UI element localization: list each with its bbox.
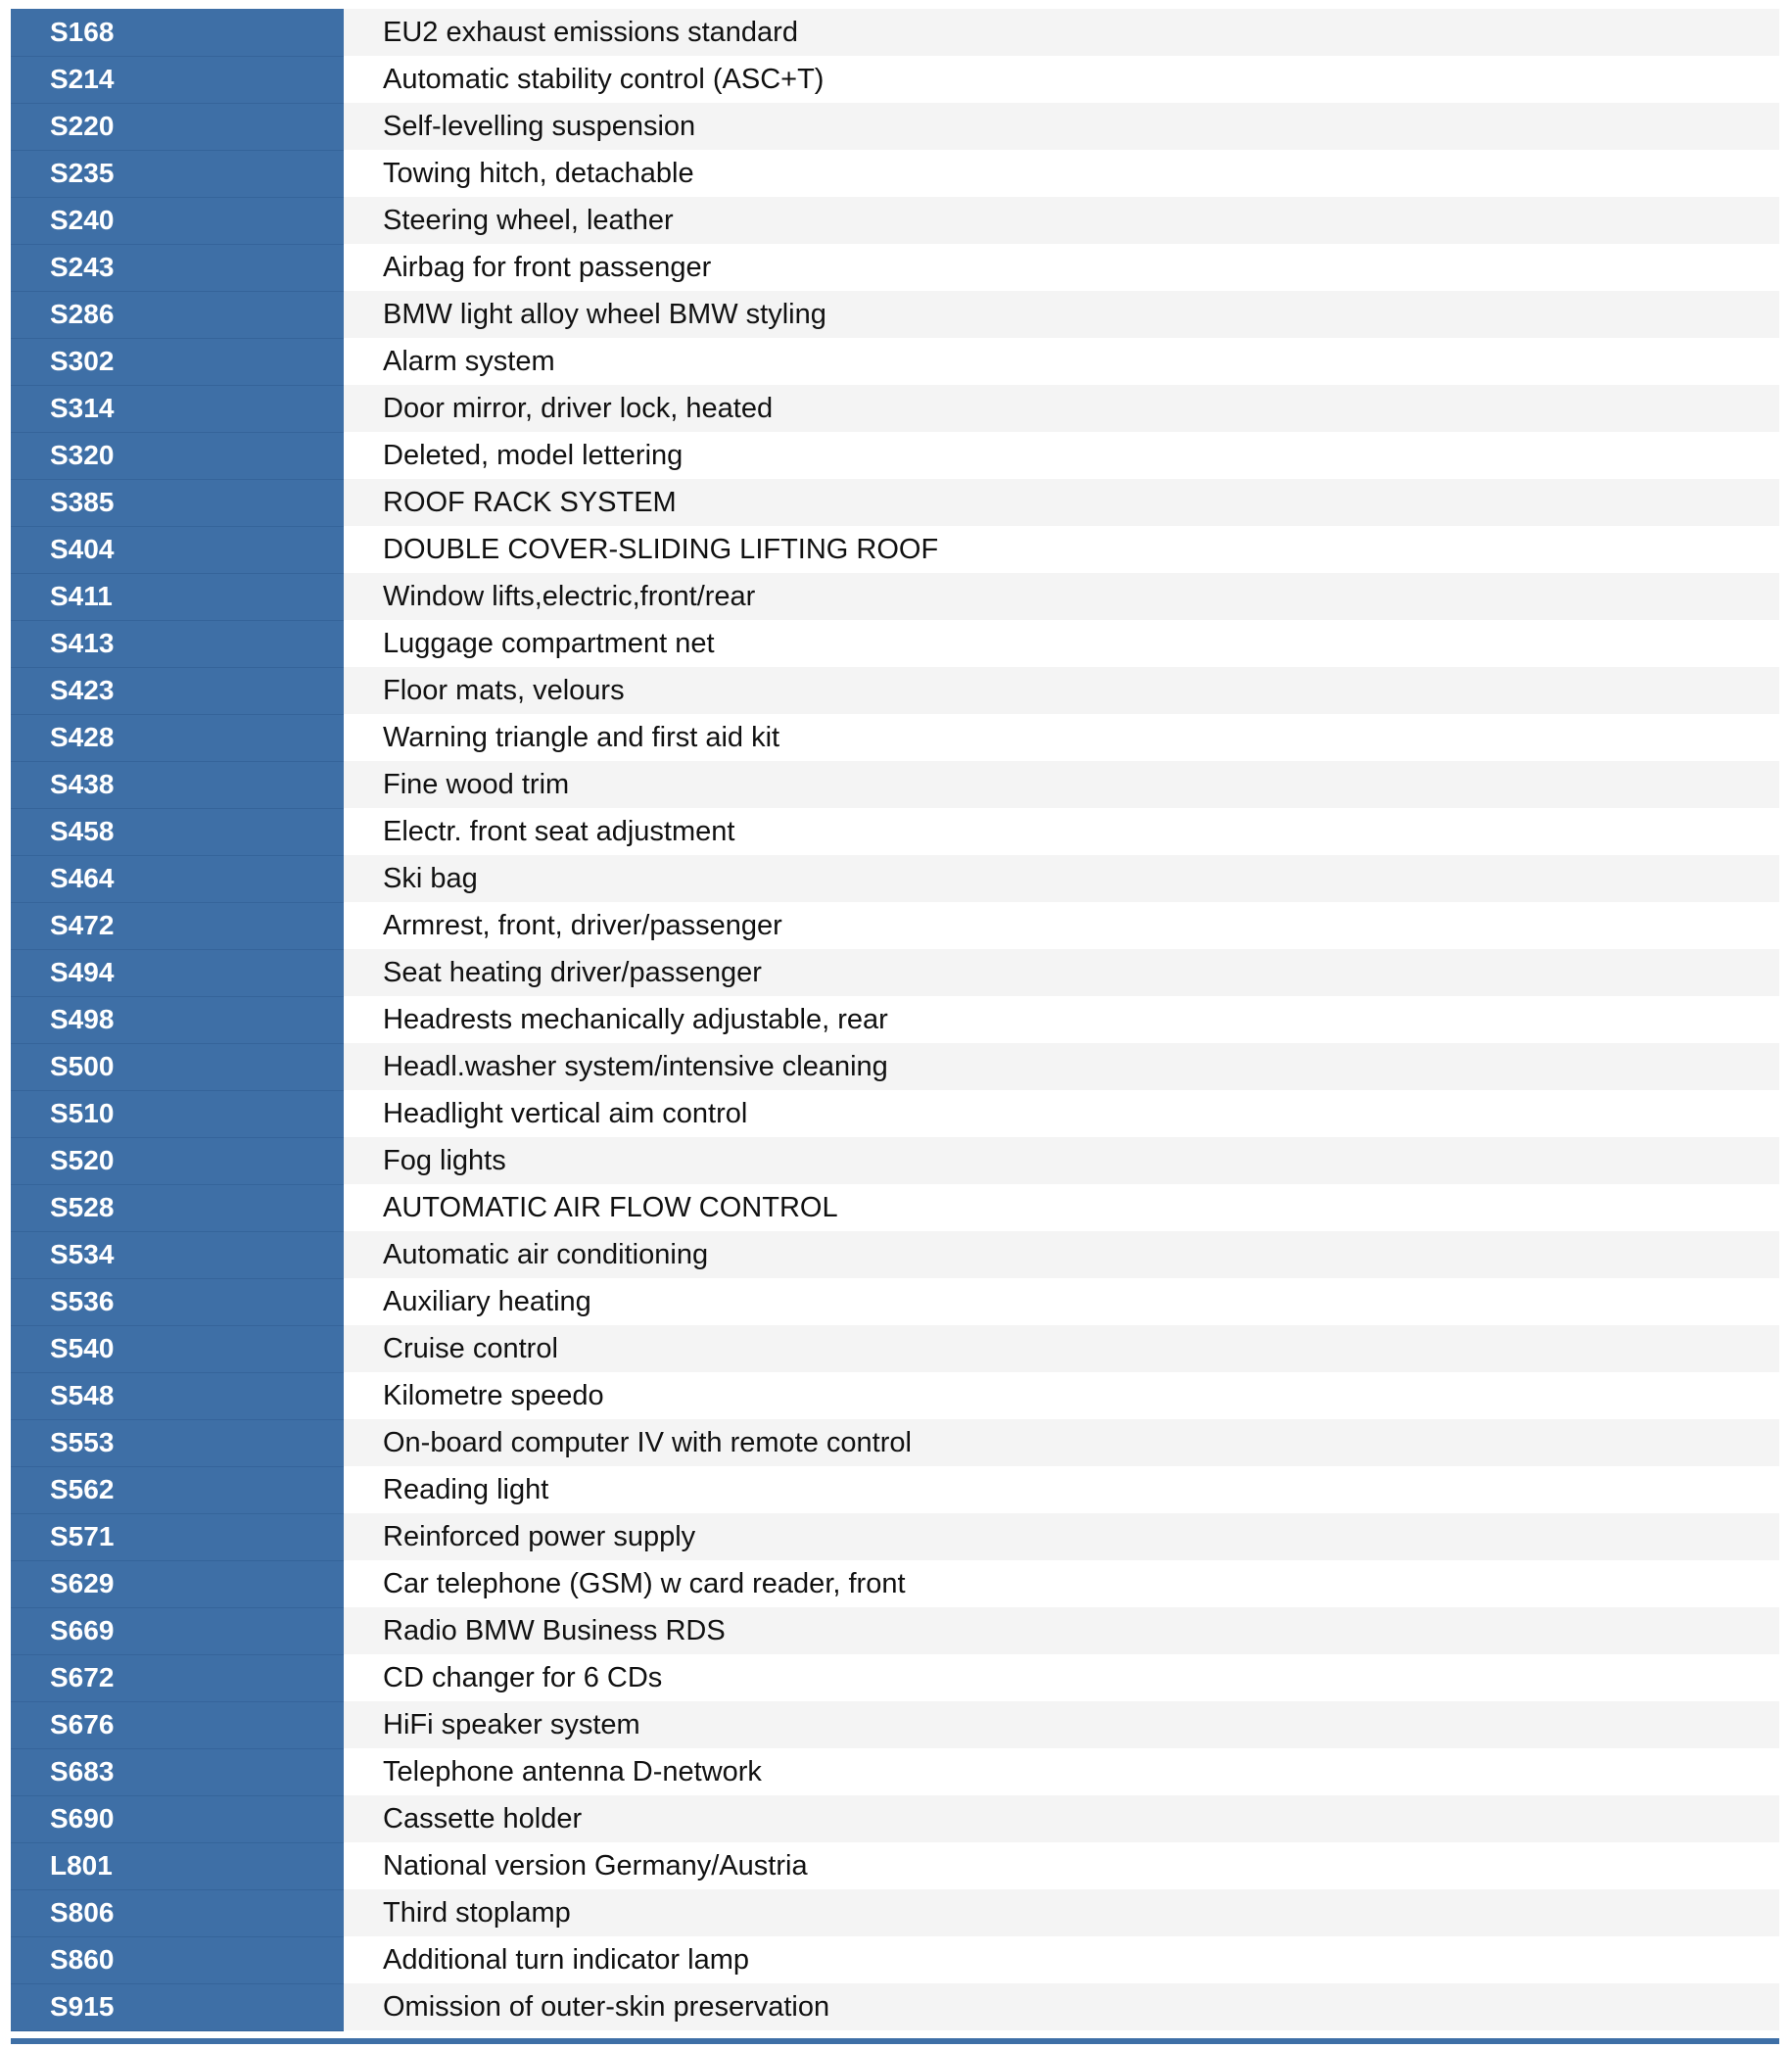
option-description: Window lifts,electric,front/rear [344,573,1779,620]
table-row [11,479,1779,526]
option-code: L801 [11,1842,344,1889]
option-code: S320 [11,432,344,479]
option-code: S676 [11,1701,344,1748]
option-code: S235 [11,150,344,197]
option-description: Radio BMW Business RDS [344,1607,1779,1654]
table-row [11,1043,1779,1090]
option-description: Alarm system [344,338,1779,385]
option-description: DOUBLE COVER-SLIDING LIFTING ROOF [344,526,1779,573]
table-row [11,432,1779,479]
option-description: ROOF RACK SYSTEM [344,479,1779,526]
options-table [11,9,1779,2031]
option-code: S915 [11,1983,344,2030]
table-row [11,1278,1779,1325]
option-code: S629 [11,1560,344,1607]
option-code: S423 [11,667,344,714]
option-code: S385 [11,479,344,526]
option-description: BMW light alloy wheel BMW styling [344,291,1779,338]
option-code: S510 [11,1090,344,1137]
table-row [11,1842,1779,1889]
option-description: Towing hitch, detachable [344,150,1779,197]
option-code: S540 [11,1325,344,1372]
option-description: Car telephone (GSM) w card reader, front [344,1560,1779,1607]
option-description: Armrest, front, driver/passenger [344,902,1779,949]
table-row [11,1513,1779,1560]
table-row [11,1701,1779,1748]
option-code: S548 [11,1372,344,1419]
option-code: S240 [11,197,344,244]
table-row [11,855,1779,902]
option-code: S528 [11,1184,344,1231]
option-description: Automatic stability control (ASC+T) [344,56,1779,103]
option-description: Electr. front seat adjustment [344,808,1779,855]
option-code: S562 [11,1466,344,1513]
options-table-body [11,9,1779,2030]
table-row [11,1090,1779,1137]
option-code: S464 [11,855,344,902]
option-description: Seat heating driver/passenger [344,949,1779,996]
option-description: Omission of outer-skin preservation [344,1983,1779,2030]
option-description: National version Germany/Austria [344,1842,1779,1889]
option-description: Headl.washer system/intensive cleaning [344,1043,1779,1090]
table-row [11,996,1779,1043]
option-code: S411 [11,573,344,620]
option-code: S168 [11,9,344,56]
option-description: Ski bag [344,855,1779,902]
table-row [11,1654,1779,1701]
table-row [11,244,1779,291]
table-row [11,56,1779,103]
option-description: Third stoplamp [344,1889,1779,1936]
option-description: Telephone antenna D-network [344,1748,1779,1795]
table-row [11,526,1779,573]
option-description: Fog lights [344,1137,1779,1184]
option-description: Self-levelling suspension [344,103,1779,150]
option-code: S669 [11,1607,344,1654]
option-code: S672 [11,1654,344,1701]
table-row [11,1795,1779,1842]
option-description: Cruise control [344,1325,1779,1372]
table-row [11,1983,1779,2030]
table-row [11,197,1779,244]
table-row [11,761,1779,808]
option-description: HiFi speaker system [344,1701,1779,1748]
option-description: Kilometre speedo [344,1372,1779,1419]
option-code: S683 [11,1748,344,1795]
option-description: Automatic air conditioning [344,1231,1779,1278]
option-description: Headlight vertical aim control [344,1090,1779,1137]
table-row [11,150,1779,197]
table-row [11,1231,1779,1278]
table-bottom-bar [11,2038,1779,2044]
table-row [11,1560,1779,1607]
option-code: S220 [11,103,344,150]
table-row [11,1325,1779,1372]
table-row [11,1607,1779,1654]
table-row [11,620,1779,667]
option-code: S806 [11,1889,344,1936]
table-row [11,1748,1779,1795]
option-code: S286 [11,291,344,338]
option-description: Fine wood trim [344,761,1779,808]
table-row [11,9,1779,56]
option-description: Floor mats, velours [344,667,1779,714]
table-row [11,338,1779,385]
table-row [11,573,1779,620]
table-row [11,1936,1779,1983]
option-code: S498 [11,996,344,1043]
table-row [11,1466,1779,1513]
option-code: S413 [11,620,344,667]
option-code: S553 [11,1419,344,1466]
option-description: Reading light [344,1466,1779,1513]
option-code: S314 [11,385,344,432]
option-description: Headrests mechanically adjustable, rear [344,996,1779,1043]
option-code: S494 [11,949,344,996]
option-description: EU2 exhaust emissions standard [344,9,1779,56]
option-code: S243 [11,244,344,291]
table-row [11,902,1779,949]
option-description: Reinforced power supply [344,1513,1779,1560]
table-row [11,949,1779,996]
table-row [11,385,1779,432]
option-code: S404 [11,526,344,573]
option-code: S500 [11,1043,344,1090]
option-code: S438 [11,761,344,808]
option-description: Steering wheel, leather [344,197,1779,244]
option-description: Warning triangle and first aid kit [344,714,1779,761]
option-description: Auxiliary heating [344,1278,1779,1325]
option-code: S534 [11,1231,344,1278]
option-description: Airbag for front passenger [344,244,1779,291]
table-row [11,1137,1779,1184]
option-description: Cassette holder [344,1795,1779,1842]
option-description: Deleted, model lettering [344,432,1779,479]
option-description: CD changer for 6 CDs [344,1654,1779,1701]
table-row [11,1184,1779,1231]
option-code: S428 [11,714,344,761]
option-code: S458 [11,808,344,855]
option-code: S536 [11,1278,344,1325]
option-description: AUTOMATIC AIR FLOW CONTROL [344,1184,1779,1231]
table-row [11,1889,1779,1936]
table-row [11,291,1779,338]
table-row [11,714,1779,761]
option-code: S214 [11,56,344,103]
option-description: Additional turn indicator lamp [344,1936,1779,1983]
option-code: S690 [11,1795,344,1842]
table-row [11,103,1779,150]
option-description: Door mirror, driver lock, heated [344,385,1779,432]
option-code: S571 [11,1513,344,1560]
table-row [11,1419,1779,1466]
table-row [11,1372,1779,1419]
option-code: S472 [11,902,344,949]
option-code: S302 [11,338,344,385]
table-row [11,808,1779,855]
option-code: S520 [11,1137,344,1184]
table-row [11,667,1779,714]
option-code: S860 [11,1936,344,1983]
option-description: On-board computer IV with remote control [344,1419,1779,1466]
option-description: Luggage compartment net [344,620,1779,667]
